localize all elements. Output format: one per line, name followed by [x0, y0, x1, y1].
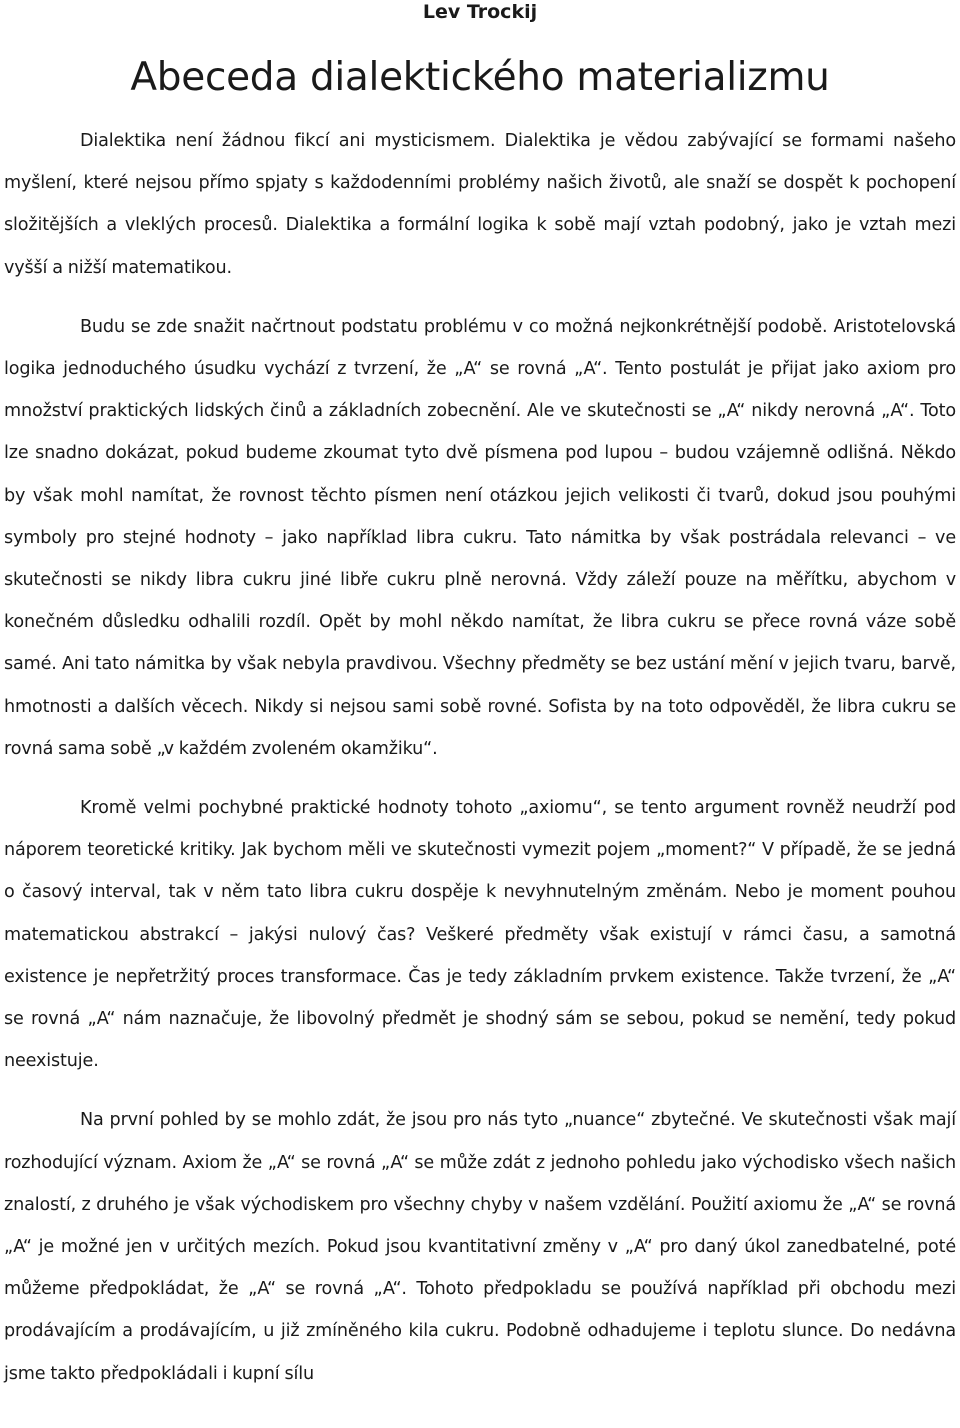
- document-body: [0, 120, 960, 1395]
- paragraph: Kromě velmi pochybné praktické hodnoty tohoto „axiomu“, se tento argument rovněž neudrží pod náporem teoretické kritiky. Jak bychom měli ve skutečnosti vymezit pojem „moment?“ V případě, že se jedná o časový interval, tak v něm tato libra cukru dospěje k nevyhnutelným změnám. Nebo je moment pouhou matematickou abstrakcí – jakýsi nulový čas? Veškeré předměty však existují v rámci času, a samotná existence je nepřetržitý proces transformace. Čas je tedy základním prvkem existence. Takže tvrzení, že „A“ se rovná „A“ nám naznačuje, že libovolný předmět je shodný sám se sebou, pokud se nemění, tedy pokud neexistuje.: [4, 798, 956, 1072]
- paragraph: Na první pohled by se mohlo zdát, že jsou pro nás tyto „nuance“ zbytečné. Ve skutečnosti však mají rozhodující význam. Axiom že „A“ se rovná „A“ se může zdát z jednoho pohledu jako východisko všech našich znalostí, z druhého je však východiskem pro všechny chyby v našem vzdělání. Použití axiomu že „A“ se rovná „A“ je možné jen v určitých mezích. Pokud jsou kvantitativní změny v „A“ pro daný úkol zanedbatelné, poté můžeme předpokládat, že „A“ se rovná „A“. Tohoto předpokladu se používá například při obchodu mezi prodávajícím a prodávajícím, u již zmíněného kila cukru. Podobně odhadujeme i teplotu slunce. Do nedávna jsme takto předpokládali i kupní sílu: [4, 1110, 956, 1384]
- paragraph: Budu se zde snažit načrtnout podstatu problému v co možná nejkonkrétnější podobě. Aristotelovská logika jednoduchého úsudku vychází z tvrzení, že „A“ se rovná „A“. Tento postulát je přijat jako axiom pro množství praktických lidských činů a základních zobecnění. Ale ve skutečnosti se „A“ nikdy nerovná „A“. Toto lze snadno dokázat, pokud budeme zkoumat tyto dvě písmena pod lupou – budou vzájemně odlišná. Někdo by však mohl namítat, že rovnost těchto písmen není otázkou jejich velikosti či tvarů, dokud jsou pouhými symboly pro stejné hodnoty – jako například libra cukru. Tato námitka by však postrádala relevanci – ve skutečnosti se nikdy libra cukru jiné libře cukru plně nerovná. Vždy záleží pouze na měřítku, abychom v konečném důsledku odhalili rozdíl. Opět by mohl někdo namítat, že libra cukru se přece rovná váze sobě samé. Ani tato námitka by však nebyla pravdivou. Všechny předměty se bez ustání mění v jejich tvaru, barvě, hmotnosti a dalších věcech. Nikdy si nejsou sami sobě rovné. Sofista by na toto odpověděl, že libra cukru se rovná sama sobě „v každém zvoleném okamžiku“.: [4, 316, 956, 759]
- document-title: Abeceda dialektického materializmu: [130, 55, 830, 100]
- paragraph: Dialektika není žádnou fikcí ani mysticismem. Dialektika je vědou zabývající se formami našeho myšlení, které nejsou přímo spjaty s každodenními problémy našich životů, ale snaží se dospět k pochopení složitějších a vleklých procesů. Dialektika a formální logika k sobě mají vztah podobný, jako je vztah mezi vyšší a nižší matematikou.: [4, 131, 956, 278]
- author-name: Lev Trockij: [422, 1, 538, 23]
